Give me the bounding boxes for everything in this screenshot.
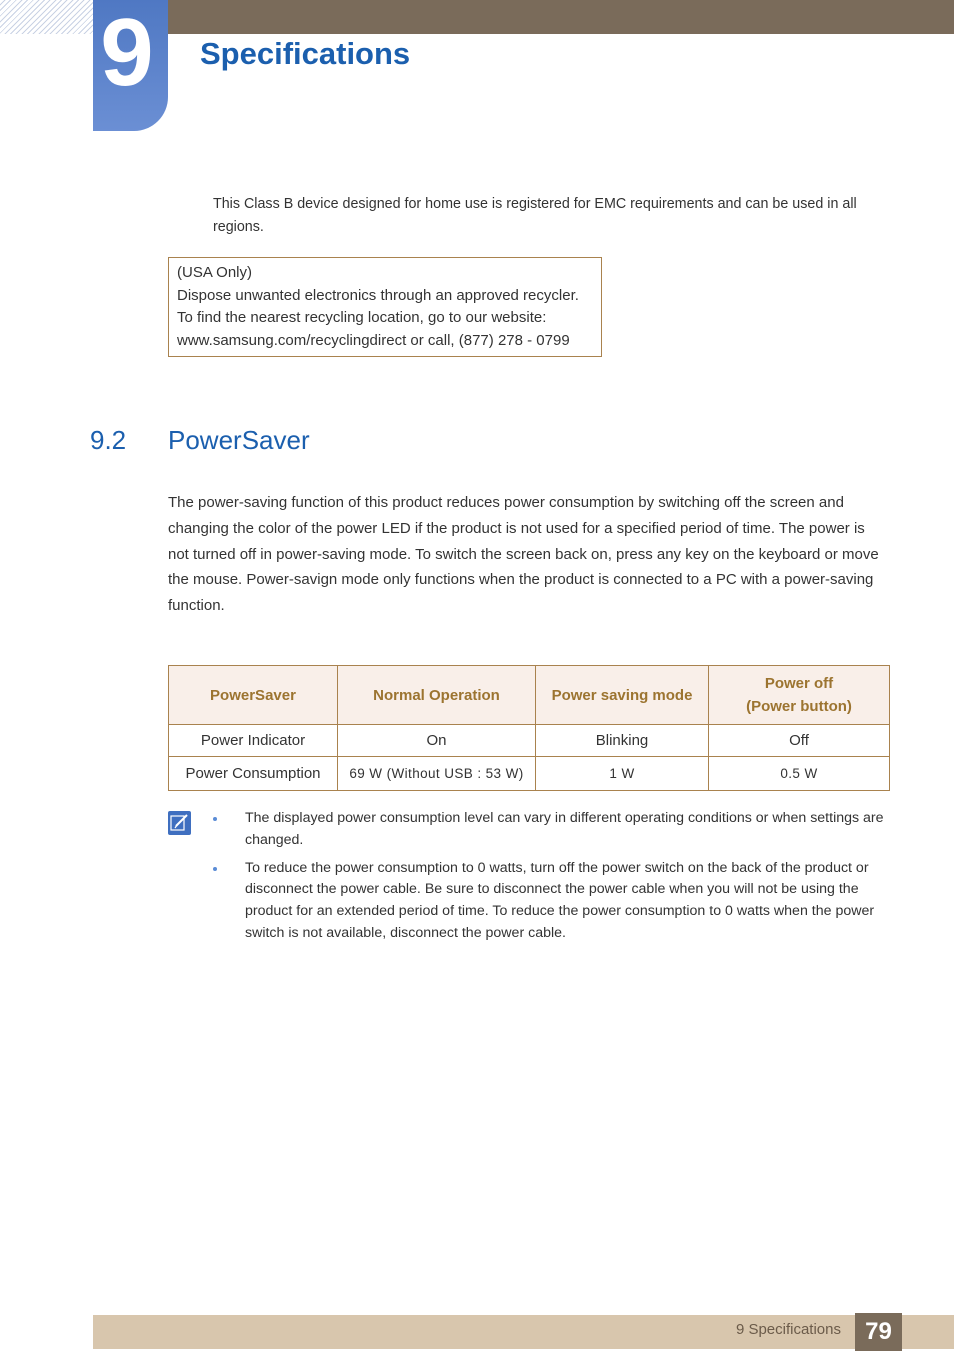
- bullet-icon: [213, 817, 217, 821]
- table-cell: Blinking: [536, 725, 709, 757]
- page-number: 79: [855, 1313, 902, 1351]
- header-power-off: Power off: [764, 675, 834, 692]
- chapter-tab: [93, 0, 168, 131]
- table-cell: 1 W: [536, 757, 709, 791]
- header-bar: [168, 0, 954, 34]
- table-cell: Off: [709, 725, 890, 757]
- note-pencil-icon: [168, 811, 191, 835]
- table-row: [169, 757, 890, 791]
- note-text: To reduce the power consumption to 0 watts, turn off the power switch on the back of the product or disconnect the power cable. Be sure to disconnect the power cable when you will not be using the product for an extended period of time. To reduce the power consumption to 0 watts when the power switch is not available, disconnect the power cable.: [245, 859, 875, 941]
- table-cell: On: [338, 725, 536, 757]
- section-title: PowerSaver: [168, 425, 310, 455]
- table-header-cell: Normal Operation: [338, 666, 536, 725]
- table-cell: 69 W (Without USB : 53 W): [338, 757, 536, 791]
- header-power-button: (Power button): [746, 698, 852, 715]
- table-cell: 0.5 W: [709, 757, 890, 791]
- section-number: 9.2: [90, 425, 127, 455]
- section-body: The power-saving function of this product reduces power consumption by switching off the screen and changing the color of the power LED if the product is not used for a specified period of time. The power is not turned off in power-saving mode. To switch the screen back on, press any key on the keyboard or move the mouse. Power-savign mode only functions when the product is connected to a PC with a power-saving function.: [168, 494, 879, 615]
- table-cell: Power Indicator: [169, 725, 338, 757]
- list-item: [212, 858, 887, 945]
- table-row: [169, 725, 890, 757]
- table-header-cell: PowerSaver: [169, 666, 338, 725]
- usa-box-line: Dispose unwanted electronics through an approved recycler.: [177, 286, 579, 304]
- chapter-number: 9: [100, 0, 154, 106]
- chapter-title: Specifications: [200, 36, 411, 71]
- bullet-icon: [213, 867, 217, 871]
- table-header-cell: Power saving mode: [536, 666, 709, 725]
- usa-box-line: (USA Only): [177, 264, 253, 281]
- decorative-hatch: [0, 0, 93, 34]
- usa-box-line: To find the nearest recycling location, go to our website:: [177, 309, 547, 326]
- usa-recycling-box: [168, 257, 602, 357]
- intro-paragraph: This Class B device designed for home use is registered for EMC requirements and can be used in all regions.: [213, 196, 857, 235]
- table-header-row: [169, 666, 890, 725]
- usa-box-line: www.samsung.com/recyclingdirect or call, (877) 278 - 0799: [177, 331, 570, 349]
- notes-list: [212, 808, 887, 951]
- list-item: [212, 808, 887, 852]
- note-text: The displayed power consumption level can vary in different operating conditions or when settings are changed.: [245, 810, 884, 848]
- table-header-cell: [709, 666, 890, 725]
- footer-chapter-label: 9 Specifications: [735, 1321, 841, 1338]
- powersaver-table: [168, 665, 890, 791]
- table-cell: Power Consumption: [169, 757, 338, 791]
